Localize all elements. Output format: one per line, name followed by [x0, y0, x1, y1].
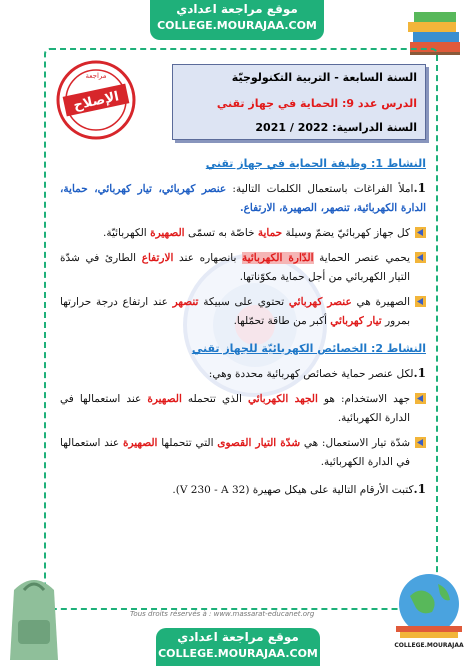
- text-segment: الطارئ في شدّة التيار الكهربائي من أجل حماية مكوّناتها.: [60, 252, 410, 283]
- list-item: [60, 224, 426, 243]
- lesson-content: [60, 150, 426, 506]
- text-segment: التي تتحملها: [157, 437, 218, 449]
- bullet-arrow-icon: [415, 227, 426, 238]
- question-text: كتبت الأرقام التالية على هيكل صهيرة (V 230 - A 32).: [172, 484, 414, 496]
- text-segment: أكبر من طاقة تحمّلها.: [233, 315, 331, 327]
- globe-site-url: COLLEGE.MOURAJAA: [394, 642, 464, 649]
- text-segment: شدّة تيار الاستعمال: هي: [300, 437, 411, 449]
- stamp-ring-text: مراجعة: [85, 72, 107, 80]
- answer-word: تنصهر: [172, 296, 199, 308]
- list-item: [60, 293, 426, 331]
- answer-word: الصهيرة: [147, 393, 182, 405]
- bullet-arrow-icon: [415, 296, 426, 307]
- text-segment: عند ارتفاع درجة حرارتها بمرور: [60, 296, 410, 327]
- activity-1-question: [60, 179, 426, 218]
- list-item: [60, 390, 426, 428]
- bullet-arrow-icon: [415, 393, 426, 404]
- grade-title: السنة السابعة - التربية التكنولوجيّة: [231, 71, 417, 84]
- question-number: 1.: [413, 482, 426, 496]
- site-name: موقع مراجعة اعدادي: [176, 2, 298, 16]
- text-segment: كل جهاز كهربائيّ يضمّ وسيلة: [282, 227, 410, 239]
- answer-word: شدّة التيار القصوى: [217, 437, 301, 449]
- answer-word: الصهيرة: [122, 437, 158, 449]
- copyright-note: Tous droits réservés à : www.massarat-educanet.org: [130, 610, 315, 618]
- bullet-arrow-icon: [415, 437, 426, 448]
- site-name: موقع مراجعة اعدادي: [177, 630, 299, 644]
- bullet-arrow-icon: [415, 252, 426, 263]
- activity-2-title: النشاط 2: الخصائص الكهربائيّة للجهاز تقني: [191, 342, 426, 355]
- globe-illustration-icon: [388, 566, 470, 650]
- activity-2-question-2: [60, 480, 426, 500]
- question-number: 1.: [413, 366, 426, 380]
- text-segment: تحتوي على سبيكة: [198, 296, 289, 308]
- site-url[interactable]: COLLEGE.MOURAJAA.COM: [157, 19, 317, 32]
- answer-word: الارتفاع: [141, 252, 174, 264]
- text-segment: الكهربائيّة.: [103, 227, 151, 239]
- bottom-site-banner: [156, 628, 320, 666]
- site-url[interactable]: COLLEGE.MOURAJAA.COM: [158, 647, 318, 660]
- answer-word: الصهيرة: [150, 227, 185, 239]
- text-segment: الذي تتحمله: [181, 393, 248, 405]
- year-value: 2021 / 2022: [255, 121, 329, 134]
- list-item: [60, 249, 426, 287]
- activity-2-question: [60, 364, 426, 384]
- text-segment: عند استعمالها في الدارة الكهربائية.: [60, 393, 410, 424]
- correction-stamp-icon: [54, 58, 138, 142]
- text-segment: الصهيرة هي: [351, 296, 410, 308]
- lesson-header: [172, 64, 426, 140]
- question-text: لكل عنصر حماية خصائص كهربائية محددة وهي:: [208, 368, 414, 380]
- year-label: السنة الدراسية:: [332, 121, 417, 134]
- text-segment: خاصّة به تسمّى: [184, 227, 258, 239]
- text-segment: يحمي عنصر الحماية: [313, 252, 410, 264]
- text-segment: جهد الاستخدام: هو: [317, 393, 410, 405]
- question-text: املأ الفراغات باستعمال الكلمات التالية:: [226, 183, 414, 195]
- question-number: 1.: [413, 181, 427, 195]
- answer-word: تيار كهربائي: [330, 315, 382, 327]
- answer-word: عنصر كهربائي: [288, 296, 352, 308]
- answer-word: حماية: [257, 227, 283, 239]
- list-item: [60, 434, 426, 472]
- answer-word: الدّارة الكهربائية: [242, 252, 314, 264]
- school-bag-icon: [4, 570, 64, 666]
- word-list: عنصر كهربائي، تيار كهربائي، حماية، الدارة الكهربائية، تنصهر، الصهيرة، الارتفاع.: [60, 183, 426, 214]
- text-segment: عند استعمالها في الدارة الكهربائية.: [60, 437, 410, 468]
- school-year: [173, 119, 425, 137]
- lesson-title: الدرس عدد 9: الحماية في جهاز تقني: [216, 97, 417, 110]
- stamp-text: الإصلاح: [72, 89, 121, 114]
- answer-word: الجهد الكهربائي: [247, 393, 318, 405]
- text-segment: بانصهاره عند: [173, 252, 243, 264]
- top-site-banner: [150, 0, 324, 40]
- activity-1-title: النشاط 1: وظيفة الحماية في جهاز تقني: [205, 157, 426, 170]
